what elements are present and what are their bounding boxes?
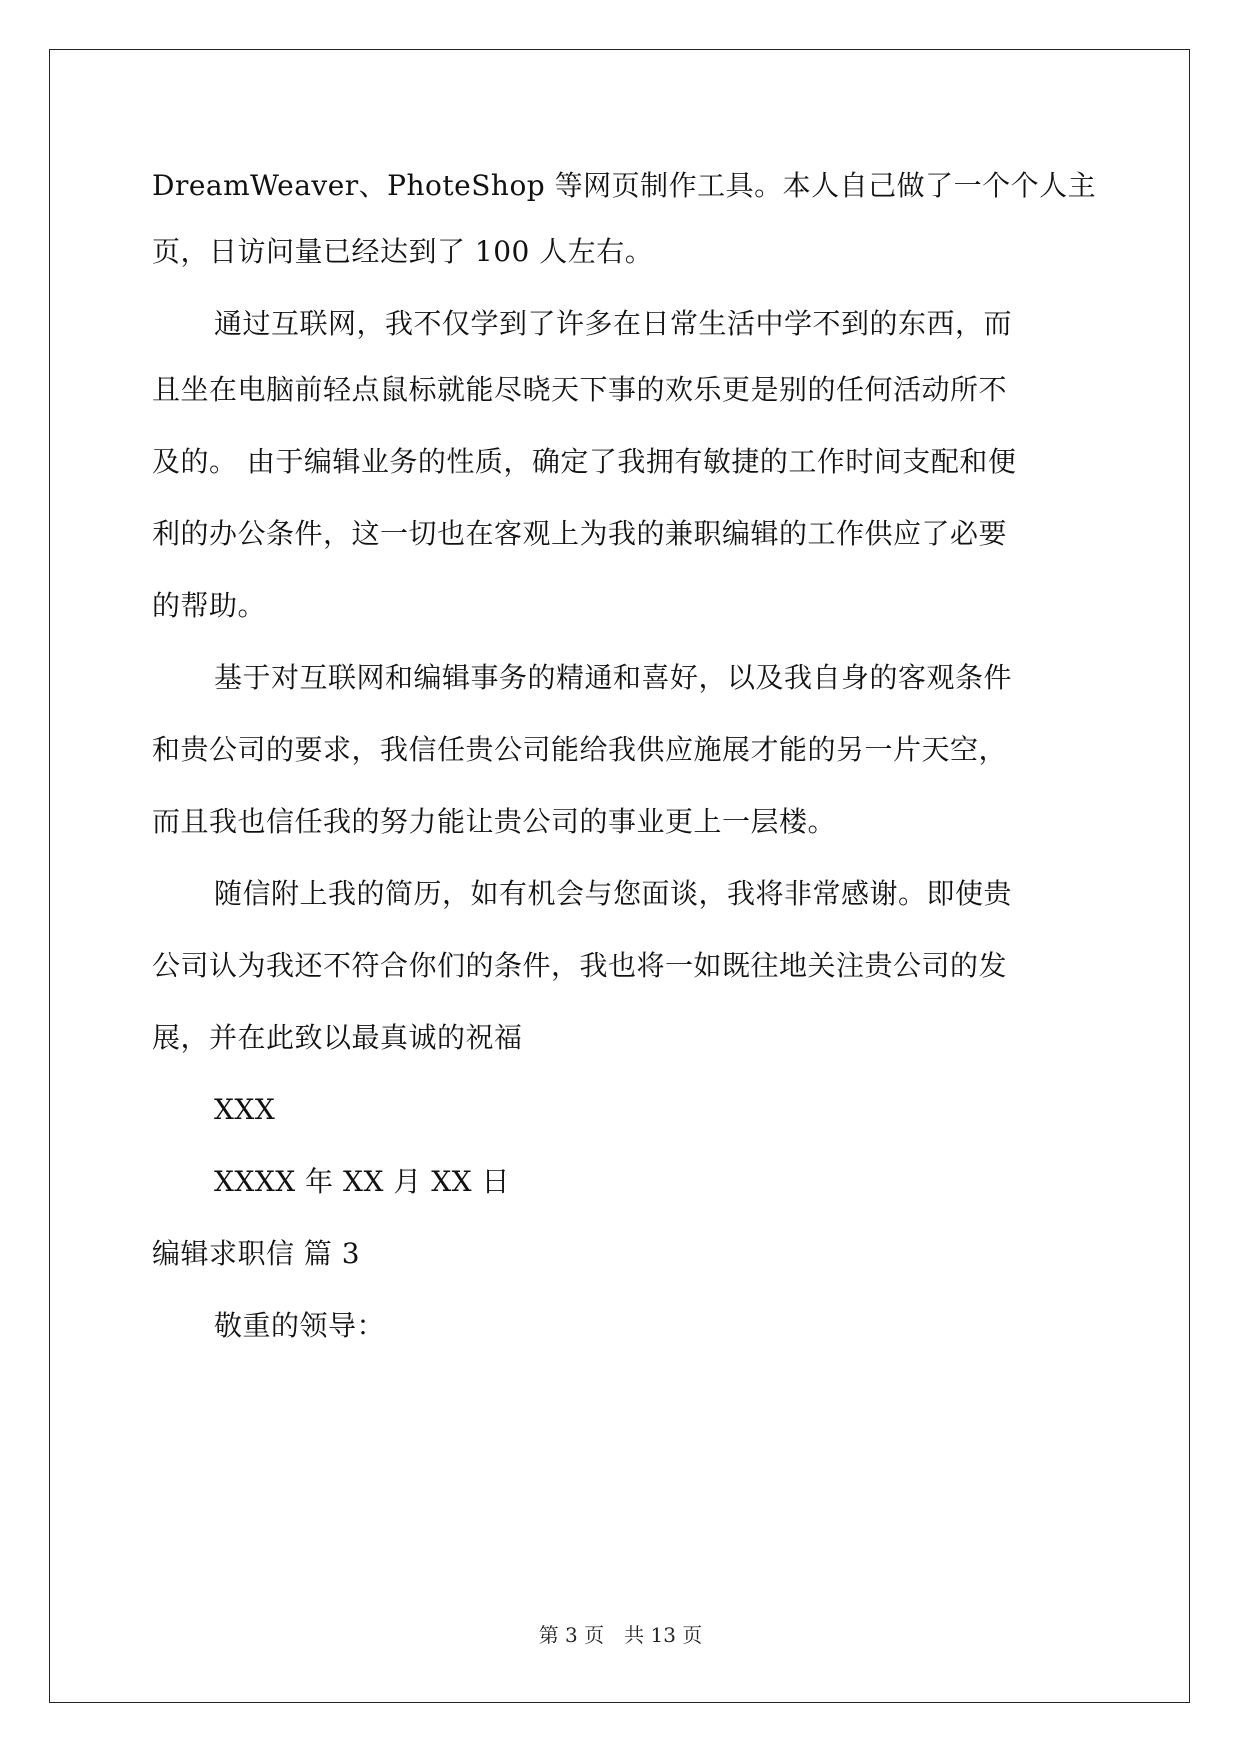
- signature-name: XXX: [214, 1093, 276, 1126]
- page-number: 第 3 页 共 13 页: [538, 1623, 703, 1647]
- section-heading: 编辑求职信 篇 3: [152, 1237, 361, 1270]
- body-line: 和贵公司的要求，我信任贵公司能给我供应施展才能的另一片天空，: [152, 733, 1008, 766]
- body-line: 展，并在此致以最真诚的祝福: [152, 1021, 523, 1054]
- body-line: 利的办公条件，这一切也在客观上为我的兼职编辑的工作供应了必要: [152, 517, 1008, 550]
- body-line: 公司认为我还不符合你们的条件，我也将一如既往地关注贵公司的发: [152, 949, 1008, 982]
- body-line: 而且我也信任我的努力能让贵公司的事业更上一层楼。: [152, 805, 837, 838]
- body-line: 的帮助。: [152, 589, 267, 622]
- paragraph-start: 基于对互联网和编辑事务的精通和喜好，以及我自身的客观条件: [214, 661, 1013, 694]
- body-line: 且坐在电脑前轻点鼠标就能尽晓天下事的欢乐更是别的任何活动所不: [152, 373, 1008, 406]
- salutation: 敬重的领导：: [214, 1309, 386, 1342]
- body-line: 页，日访问量已经达到了 100 人左右。: [152, 235, 654, 268]
- body-line: DreamWeaver、PhoteShop 等网页制作工具。本人自己做了一个个人主: [152, 169, 1097, 202]
- paragraph-start: 随信附上我的简历，如有机会与您面谈，我将非常感谢。即使贵: [214, 877, 1013, 910]
- body-line: 及的。 由于编辑业务的性质，确定了我拥有敏捷的工作时间支配和便: [152, 445, 1017, 478]
- signature-date: XXXX 年 XX 月 XX 日: [214, 1165, 510, 1198]
- paragraph-start: 通过互联网，我不仅学到了许多在日常生活中学不到的东西，而: [214, 307, 1013, 340]
